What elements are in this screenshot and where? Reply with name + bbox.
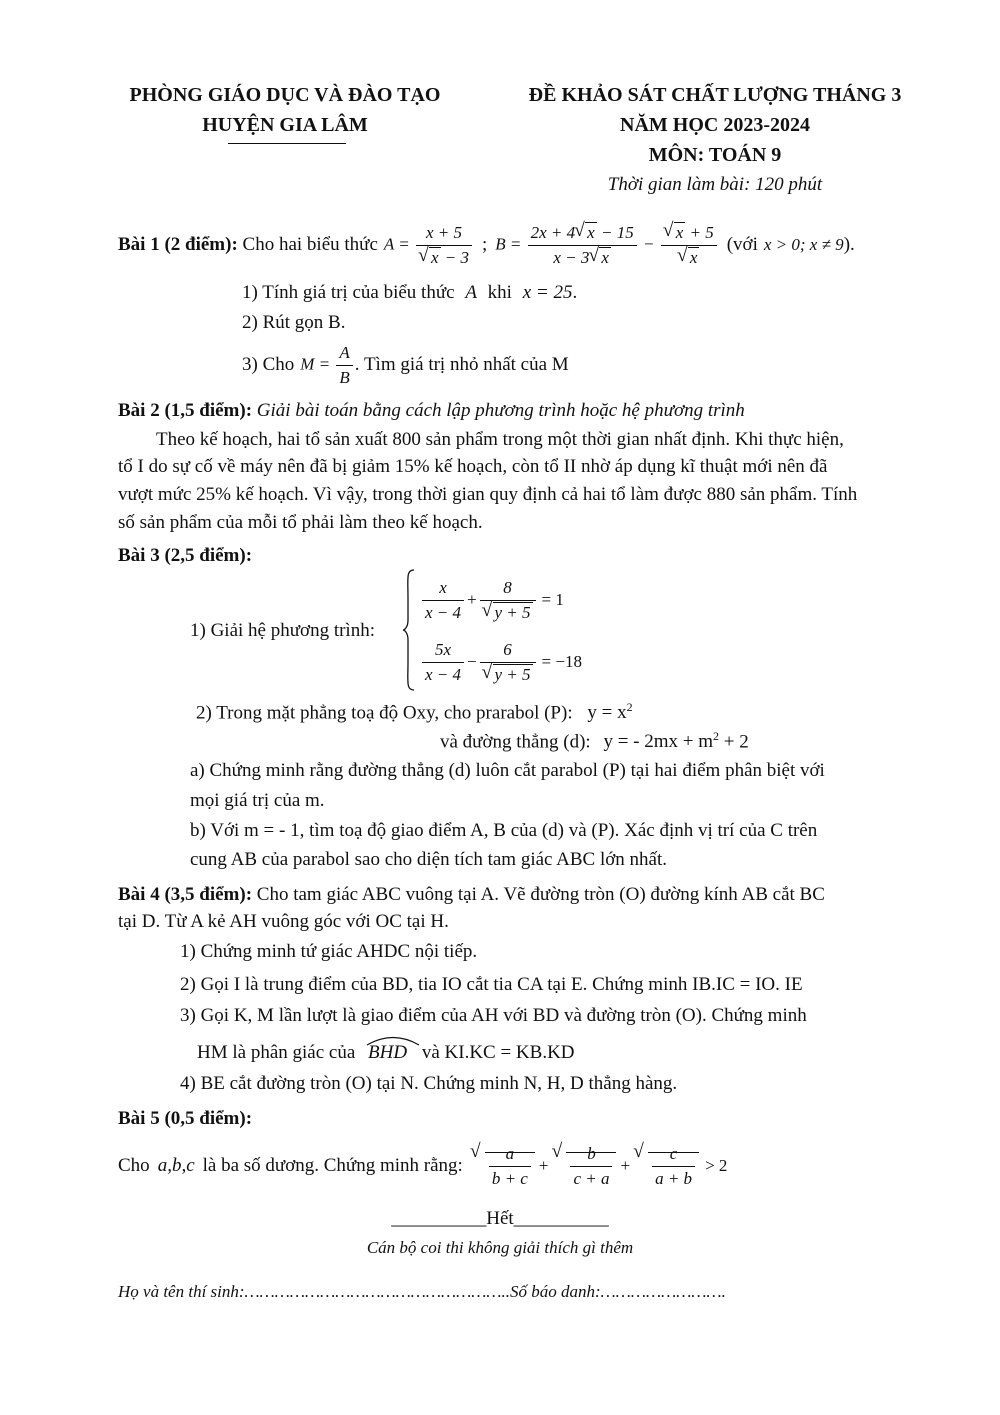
bai3-q2-line2: và đường thẳng (d): y = - $2mx + m^2 + 2$: [440, 729, 749, 753]
proctor-note: Cán bộ coi thi không giải thích gì thêm: [366, 1238, 634, 1257]
system-eq2: $\frac{5x}{x - 4}$ − 6 √ y + 5 = −18: [420, 636, 582, 688]
bai1-q1-mid: khi: [487, 282, 512, 303]
parabola-eq: y = x: [587, 702, 627, 724]
expr-M: M = $\frac{A}{B}$: [300, 343, 355, 388]
bai2-header: [118, 400, 745, 422]
eq2-rhs: = −18: [541, 652, 582, 671]
bai4-intro-line2: tại D. Từ A kẻ AH vuông góc với OC tại H.: [118, 911, 449, 932]
bai1-q3: [242, 342, 569, 388]
inequality-rhs: > 2: [705, 1156, 728, 1175]
bai1-condition-math: x > 0; x ≠ 9: [763, 235, 844, 254]
angle-label: BHD: [368, 1042, 408, 1063]
bai2-line3: vượt mức 25% kế hoạch. Vì vậy, trong thời gian quy định cả hai tổ làm được 880 sản phẩm. Tính: [118, 484, 858, 505]
bai4-intro-line1: [118, 884, 825, 906]
bai4-q3-line1: 3) Gọi K, M lần lượt là giao điểm của AH với BD và đường tròn (O). Chứng minh: [180, 1005, 807, 1026]
bai4-q1: 1) Chứng minh tứ giác AHDC nội tiếp.: [180, 941, 478, 962]
inequality: √ $\frac{a}{b + c}$ + √ $\frac{b}{c + a}$ + √ $\frac{c}{a + b}$ > 2: [471, 1144, 728, 1189]
bai3-qa-line2: mọi giá trị của m.: [190, 790, 325, 811]
bai4-q2: 2) Gọi I là trung điểm của BD, tia IO cắt tia CA tại E. Chứng minh IB.IC = IO. IE: [180, 974, 803, 995]
bai1-statement: Bài 1 (2 điểm): Cho hai biểu thức A = x + 5 √ x − 3 ; B = $\frac{2x + 4√ x - 15}{x - 3√ x}$ − √ x + 5 √ x (với x > 0; x ≠ 9 ).: [118, 220, 855, 270]
bai2-subtitle: Giải bài toán bằng cách lập phương trình hoặc hệ phương trình: [256, 400, 745, 421]
bai2-line2: tổ I do sự cố về máy nên đã bị giảm 15% kế hoạch, còn tổ II nhờ áp dụng kĩ thuật mới nên đã: [118, 456, 828, 477]
bai1-q1-text: 1) Tính giá trị của biểu thức: [242, 282, 455, 303]
line-d-text: và đường thẳng (d):: [440, 731, 591, 753]
bai5-vars: a,b,c: [157, 1155, 195, 1176]
bai1-q1-var: A: [465, 282, 477, 303]
bai1-condition: (với: [726, 234, 758, 255]
eq1-rhs: = 1: [541, 590, 564, 609]
bai5-title: Bài 5 (0,5 điểm):: [118, 1108, 253, 1129]
subject: MÔN: TOÁN 9: [648, 144, 782, 166]
header-underline: [228, 143, 346, 144]
bai1-q3-end: . Tìm giá trị nhỏ nhất của M: [354, 354, 569, 375]
system-brace: [402, 568, 416, 692]
end-marker: __________Hết__________: [391, 1208, 609, 1229]
arc-symbol: [365, 1034, 421, 1046]
bai5-intro: Cho: [118, 1155, 150, 1176]
bai3-qb-line2: cung AB của parabol sao cho diện tích tam giác ABC lớn nhất.: [190, 849, 668, 870]
bai3-q1: 1) Giải hệ phương trình:: [190, 620, 375, 641]
bai3-q2-line1: 2) Trong mặt phẳng toạ độ Oxy, cho prarabol (P): $y = x^2$: [196, 700, 633, 724]
bai3-title: Bài 3 (2,5 điểm):: [118, 545, 253, 566]
bai1-q2: 2) Rút gọn B.: [242, 312, 346, 333]
bai3-qa-line1: a) Chứng minh rằng đường thẳng (d) luôn cắt parabol (P) tại hai điểm phân biệt với: [190, 760, 825, 781]
bai1-q1-value: x = 25: [522, 282, 573, 303]
bai5-statement: [118, 1138, 727, 1194]
bai1-q1: 1) Tính giá trị của biểu thức A khi x = 25.: [242, 282, 578, 303]
line-d-eq-end: + 2: [719, 731, 749, 753]
bai4-q3-line2: [197, 1042, 575, 1064]
bai5-intro2: là ba số dương. Chứng minh rằng:: [202, 1155, 463, 1176]
system-eq1: $\frac{x}{x - 4}$ + 8 √ y + 5 = 1: [420, 574, 564, 626]
bai4-q4: 4) BE cắt đường tròn (O) tại N. Chứng minh N, H, D thẳng hàng.: [180, 1073, 678, 1094]
exam-title: ĐỀ KHẢO SÁT CHẤT LƯỢNG THÁNG 3: [528, 84, 902, 106]
line-d-eq: y = - 2mx + m: [603, 731, 714, 753]
school-year: NĂM HỌC 2023-2024: [620, 114, 810, 136]
bai1-condition-end: ).: [843, 234, 855, 255]
bai4-q3-text: HM là phân giác của: [197, 1042, 356, 1063]
bai4-q3-end: và KI.KC = KB.KD: [421, 1042, 575, 1063]
bai2-line4: số sản phẩm của mỗi tổ phải làm theo kế hoạch.: [118, 512, 483, 533]
district-name: HUYỆN GIA LÂM: [202, 114, 368, 136]
angle-BHD: [368, 1042, 407, 1064]
candidate-info: Họ và tên thí sinh:……………………………………………..Số báo danh:…………………….: [118, 1282, 726, 1301]
bai1-title: Bài 1 (2 điểm):: [118, 234, 238, 255]
bai3-q2-text: 2) Trong mặt phẳng toạ độ Oxy, cho prarabol (P):: [196, 702, 573, 724]
bai4-intro-text: Cho tam giác ABC vuông tại A. Vẽ đường tròn (O) đường kính AB cắt BC: [256, 884, 825, 905]
bai3-qb-line1: b) Với m = - 1, tìm toạ độ giao điểm A, B của (d) và (P). Xác định vị trí của C trên: [190, 820, 818, 841]
expr-B: B = $\frac{2x + 4√ x - 15}{x - 3√ x}$ − √ x + 5 √ x: [495, 223, 718, 268]
time-limit: Thời gian làm bài: 120 phút: [607, 174, 823, 195]
expr-A: A = x + 5 √ x − 3: [384, 223, 474, 268]
bai2-title: Bài 2 (1,5 điểm):: [118, 400, 253, 421]
bai1-q3-text: 3) Cho: [242, 354, 295, 375]
bai1-intro: Cho hai biểu thức: [242, 234, 378, 255]
bai4-title: Bài 4 (3,5 điểm):: [118, 884, 253, 905]
department-name: PHÒNG GIÁO DỤC VÀ ĐÀO TẠO: [129, 84, 441, 106]
bai2-line1: Theo kế hoạch, hai tổ sản xuất 800 sản phẩm trong một thời gian nhất định. Khi thực hiện,: [156, 429, 844, 450]
